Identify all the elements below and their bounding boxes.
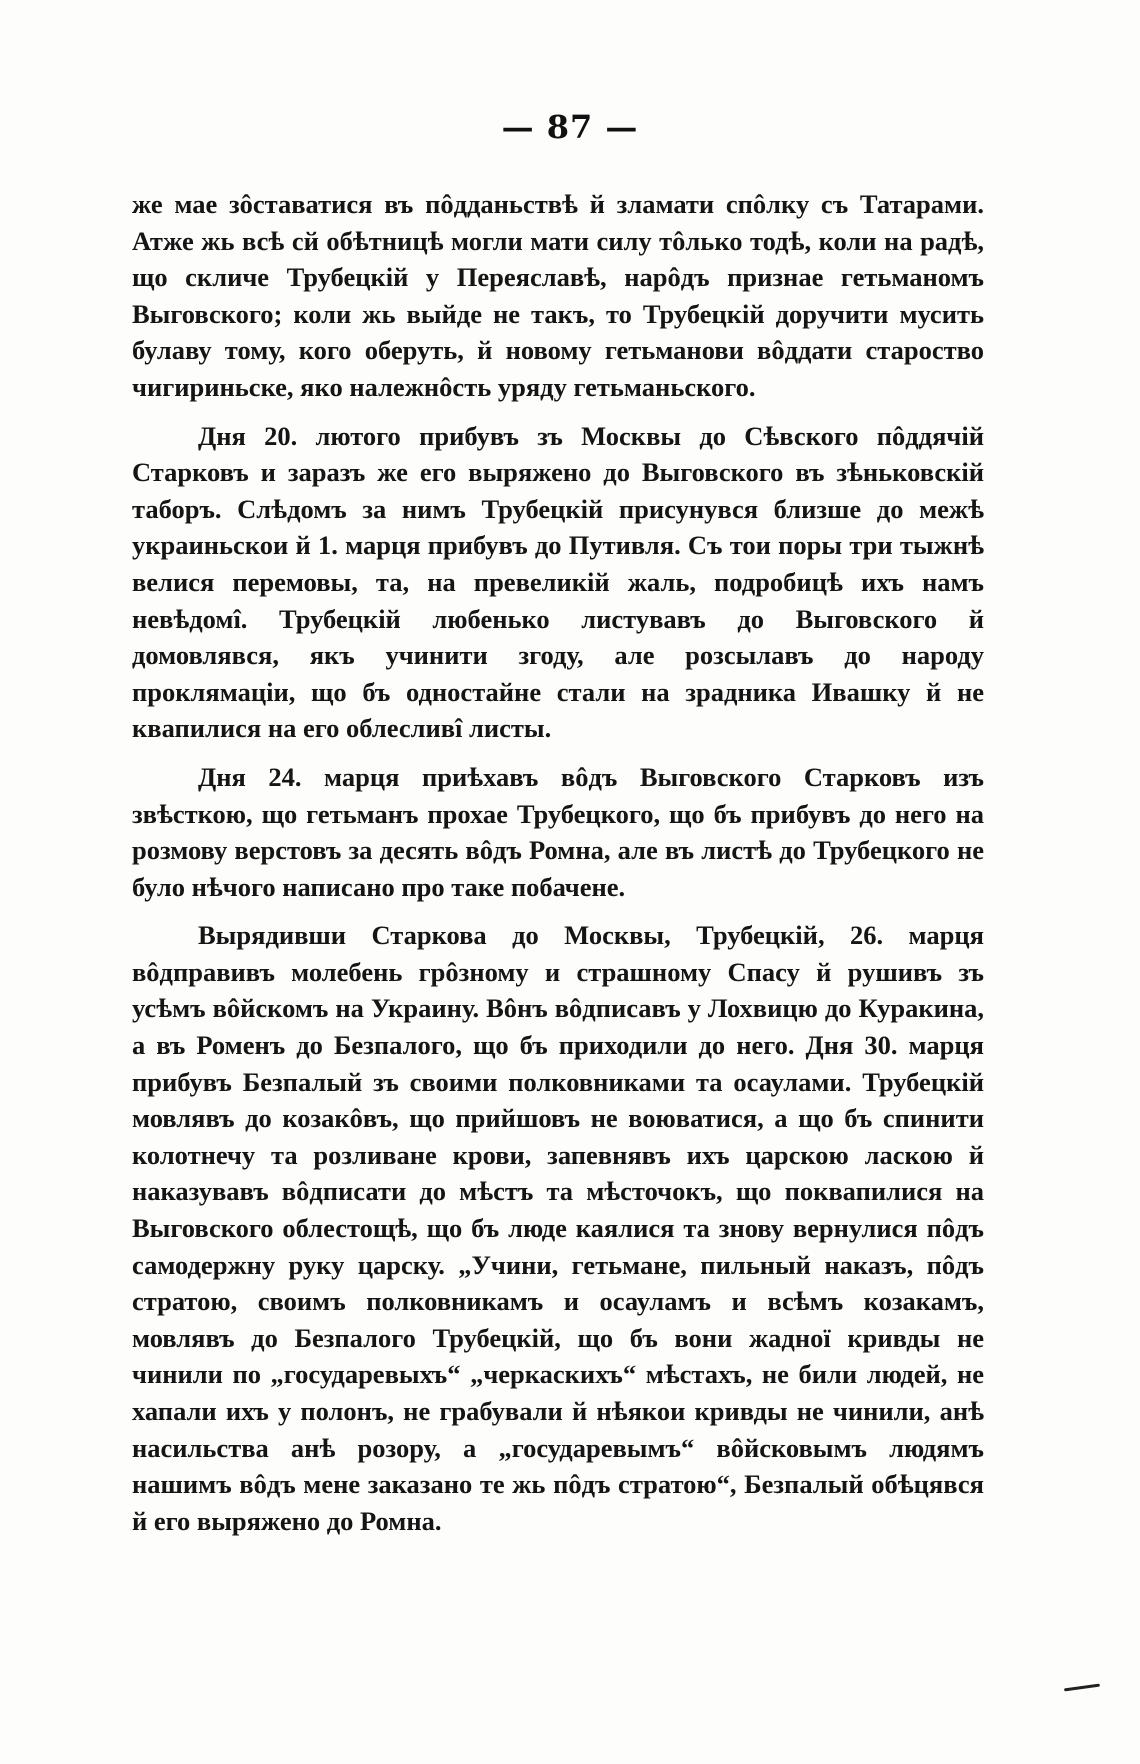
paragraph-3: Дня 24. марця приѣхавъ вôдъ Выговского Старковъ изъ звѣсткою, що гетьманъ прохае Трубецкого, що бъ прибувъ до него на розмову верстовъ за десять вôдъ Ромна, але въ листѣ до Трубецкого не було нѣчого написано про таке побачене. [132, 761, 984, 902]
paragraph-2: Дня 20. лютого прибувъ зъ Москвы до Сѣвского пôддячій Старковъ и заразъ же его выряжено до Выговского въ зѣньковскій таборъ. Слѣдомъ за нимъ Трубецкій присунувся близше до межѣ украиньскои й 1. марця прибувъ до Путивля. Съ тои поры три тыжнѣ велися перемовы, та, на превеликій жаль, подробицѣ ихъ намъ невѣдомî. Трубецкій любенько листувавъ до Выговского й домовлявся, якъ учинити згоду, але розсылавъ до народу проклямаціи, що бъ одностайне стали на зрадника Ивашку й не квапилися на его облесливî листы. [132, 420, 984, 744]
ink-mark [1064, 1684, 1100, 1692]
paragraph-4: Вырядивши Старкова до Москвы, Трубецкій, 26. марця вôдправивъ молебень грôзному и страшному Спасу й рушивъ зъ усѣмъ вôйскомъ на Украину. Вôнъ вôдписавъ у Лохвицю до Куракина, а въ Роменъ до Безпалого, що бъ приходили до него. Дня 30. марця прибувъ Безпалый зъ своими полковниками та осаулами. Трубецкій мовлявъ до козакôвъ, що прийшовъ не воюватися, а що бъ спинити колотнечу та розливане крови, запевнявъ ихъ царскою ласкою й наказувавъ вôдписати до мѣстъ та мѣсточокъ, що поквапилися на Выговского облестощѣ, що бъ люде каялися та знову вернулися пôдъ самодержну руку царску. „Учини, гетьмане, пильный наказъ, пôдъ стратою, своимъ полковникамъ и осауламъ и всѣмъ козакамъ, мовлявъ до Безпалого Трубецкій, що бъ вони жадної кривды не чинили по „государевыхъ“ „черкаскихъ“ мѣстахъ, не били людей, не хапали ихъ у полонъ, не грабували й нѣякои кривды не чинили, анѣ насильства анѣ розору, а „государевымъ“ вôйсковымъ людямъ нашимъ вôдъ мене заказано те жь пôдъ стратою“, Безпалый обѣцявся й его выряжено до Ромна. [132, 920, 984, 1536]
page-number: — 87 — [501, 108, 639, 146]
paragraph-1: же мае зôставатися въ пôдданьствѣ й зламати спôлку съ Татарами. Атже жь всѣ сй обѣтницѣ могли мати силу тôлько тодѣ, коли на радѣ, що скличе Трубецкій у Переяславѣ, нарôдъ признае гетьманомъ Выговского; коли жь выйде не такъ, то Трубецкій доручити мусить булаву тому, кого оберуть, й новому гетьманови вôддати староство чигириньске, яко належнôсть уряду гетьманьского. [132, 189, 984, 402]
page-body [132, 186, 984, 1539]
